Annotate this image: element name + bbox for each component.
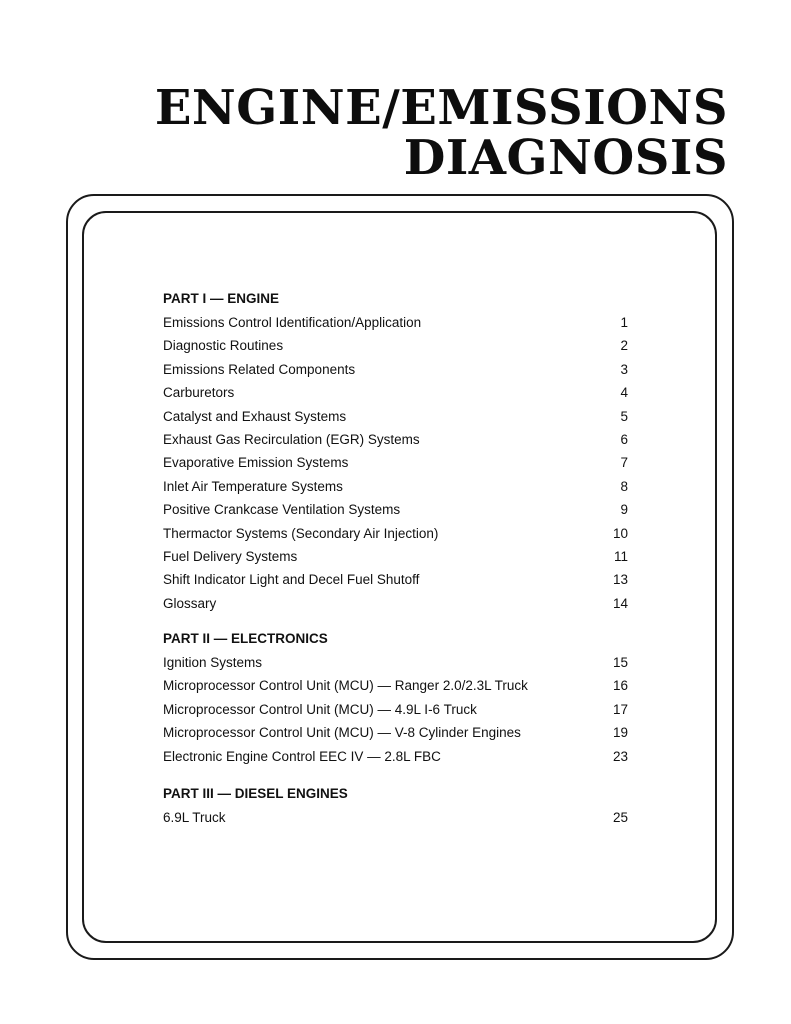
- toc-entry-page: 10: [612, 525, 628, 541]
- toc-entry-label: Inlet Air Temperature Systems: [163, 478, 343, 494]
- toc-entry-label: Diagnostic Routines: [163, 338, 284, 354]
- toc-entry: [163, 428, 628, 451]
- toc-entry-label: Fuel Delivery Systems: [163, 548, 298, 564]
- toc-entry-label: Ignition Systems: [163, 655, 263, 671]
- toc-entry-page: 15: [612, 655, 628, 671]
- section-spacer: [163, 615, 628, 627]
- toc-entry: [163, 545, 628, 568]
- toc-entry-page: 6: [620, 431, 628, 447]
- toc-entry-page: 4: [620, 385, 628, 401]
- toc-entry-page: 3: [620, 361, 628, 377]
- toc-entry: [163, 498, 628, 521]
- toc-entry-label: Carburetors: [163, 385, 235, 401]
- toc-entry-label: Emissions Related Components: [163, 361, 356, 377]
- section-spacer: [163, 768, 628, 782]
- toc-entry-page: 2: [620, 338, 628, 354]
- toc-entry: [163, 721, 628, 744]
- toc-entry-page: 5: [620, 408, 628, 424]
- toc-entry-page: 25: [612, 810, 628, 826]
- toc-entry-label: Emissions Control Identification/Application: [163, 315, 422, 330]
- toc-entry-page: 8: [620, 478, 628, 494]
- toc-entry: [163, 475, 628, 498]
- toc-entry-page: 14: [612, 595, 628, 611]
- toc-entry-label: Microprocessor Control Unit (MCU) — 4.9L I-6 Truck: [163, 701, 477, 717]
- part-3-heading: PART III — DIESEL ENGINES: [163, 786, 348, 802]
- toc-entry-label: Thermactor Systems (Secondary Air Injection): [163, 525, 439, 541]
- toc-entry: [163, 592, 628, 615]
- toc-entry: [163, 522, 628, 545]
- toc-entry: [163, 334, 628, 357]
- toc-entry: [163, 358, 628, 381]
- toc-entry-page: 7: [620, 455, 628, 471]
- toc-entry: [163, 381, 628, 404]
- toc-entry-page: 11: [613, 548, 628, 564]
- toc-entry-label: Electronic Engine Control EEC IV — 2.8L FBC: [163, 748, 441, 764]
- toc-entry: [163, 568, 628, 591]
- toc-entry-page: 13: [612, 572, 628, 588]
- toc-entry-label: Positive Crankcase Ventilation Systems: [163, 502, 401, 518]
- toc-entry-label: Exhaust Gas Recirculation (EGR) Systems: [163, 431, 420, 447]
- toc-entry: [163, 405, 628, 428]
- toc-entry-label: 6.9L Truck: [163, 810, 226, 826]
- toc-entry-page: 16: [612, 678, 628, 694]
- toc-entry: [163, 674, 628, 697]
- document-title-line-1: ENGINE/EMISSIONS: [154, 80, 728, 136]
- toc-entry-label: Catalyst and Exhaust Systems: [163, 408, 347, 424]
- part-1-heading: PART I — ENGINE: [163, 291, 280, 306]
- toc-entry-page: 1: [620, 315, 628, 330]
- toc-entry-page: 9: [620, 502, 628, 518]
- toc-entry-page: 17: [612, 701, 628, 717]
- toc-entry-page: 23: [612, 748, 628, 764]
- part-2-heading: PART II — ELECTRONICS: [163, 631, 328, 647]
- table-of-contents: [163, 287, 628, 829]
- toc-entry: [163, 311, 628, 334]
- toc-entry: [163, 651, 628, 674]
- toc-entry-label: Evaporative Emission Systems: [163, 455, 349, 471]
- toc-entry-page: 19: [612, 725, 628, 741]
- toc-entry: [163, 451, 628, 474]
- toc-entry-label: Shift Indicator Light and Decel Fuel Shutoff: [163, 572, 420, 588]
- toc-entry-label: Microprocessor Control Unit (MCU) — Ranger 2.0/2.3L Truck: [163, 678, 528, 694]
- toc-entry: [163, 698, 628, 721]
- toc-entry-label: Glossary: [163, 595, 217, 611]
- document-title-line-2: DIAGNOSIS: [403, 130, 728, 186]
- toc-entry: [163, 806, 628, 829]
- toc-entry-label: Microprocessor Control Unit (MCU) — V-8 Cylinder Engines: [163, 725, 521, 741]
- toc-entry: [163, 745, 628, 768]
